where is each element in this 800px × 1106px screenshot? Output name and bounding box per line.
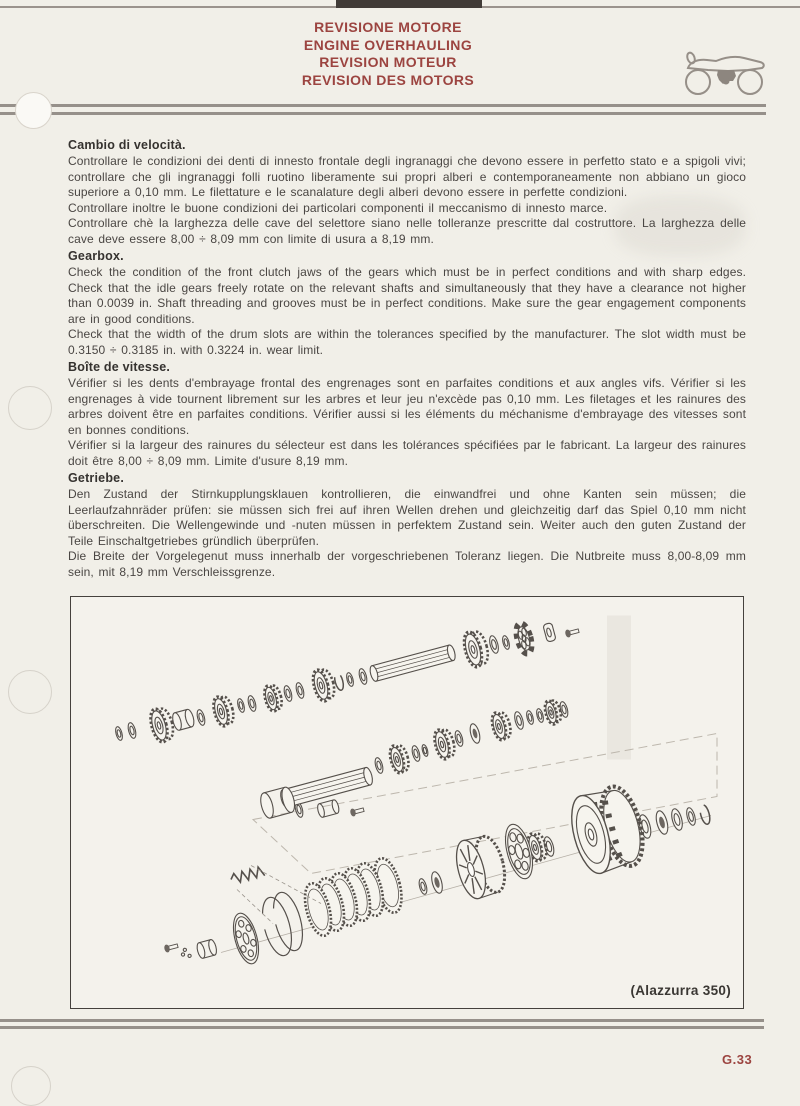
header-title-de: REVISION DES MOTORS bbox=[301, 71, 475, 88]
page-number: G.33 bbox=[722, 1052, 753, 1067]
binder-hole bbox=[15, 92, 52, 129]
binder-hole bbox=[11, 1066, 51, 1106]
section-heading-de: Getriebe. bbox=[68, 471, 124, 485]
paragraph-fr: Vérifier si les dents d'embrayage frontal des engrenages sont en parfaites conditions et aux angles vifs. Vérifier si les engrenages à vide tournent librement sur les arbres et leur jeu n'excède pas 0,10 mm. Les filetages et les rainures des arbres doivent être en parfaites conditions. Vérifier aussi si les éléments du méchanisme d'embrayage des vitesses sont en bonnes conditions. bbox=[68, 376, 746, 437]
top-rule-dark-segment bbox=[336, 0, 482, 8]
footer-rule bbox=[0, 1019, 764, 1022]
paragraph-it: Controllare inoltre le buone condizioni dei particolari componenti il meccanismo di innesto marce. bbox=[68, 200, 608, 215]
page-header bbox=[248, 19, 528, 89]
section-heading-en: Gearbox. bbox=[68, 249, 124, 263]
paragraph-de: Den Zustand der Stirnkupplungsklauen kontrollieren, die einwandfrei und ohne Kanten sein müssen; die Leerlaufzahnräder prüfen: sie müssen sich frei auf ihren Wellen drehen und gleichzeitig darf das Spiel 0,10 mm nicht überschreiten. Die Wellengewinde und -nuten müssen in perfektem Zustand sein. Weiter auch den guten Zustand der Teile Einschaltgetriebes gründlich überprüfen. bbox=[68, 487, 746, 548]
header-divider-rule bbox=[0, 104, 766, 107]
binder-hole bbox=[8, 670, 52, 714]
reference-plane bbox=[221, 616, 717, 953]
figure-caption: (Alazzurra 350) bbox=[630, 983, 731, 998]
paragraph-en: Check the condition of the front clutch jaws of the gears which must be in perfect conditions and with sharp edges. Check that the idle gears freely rotate on the relevant shafts and simultaneously that they have a clearance not higher than 0.0039 in. Shaft threading and grooves must be in perfect conditions. Make sure the gear engagement components are in good conditions. bbox=[68, 265, 746, 326]
footer-rule bbox=[0, 1026, 764, 1029]
binder-hole bbox=[8, 386, 52, 430]
paragraph-it: Controllare chè la larghezza delle cave del selettore siano nelle tolleranze prescritte dal costruttore. La larghezza delle cave deve essere 8,00 ÷ 8,09 mm con limite di usura a 8,19 mm. bbox=[68, 216, 746, 246]
text-column bbox=[68, 136, 746, 580]
header-title-fr: REVISION MOTEUR bbox=[319, 54, 457, 70]
clutch-assembly bbox=[163, 782, 711, 966]
exploded-view-diagram bbox=[71, 597, 743, 1008]
paragraph-it: Controllare le condizioni dei denti di innesto frontale degli ingranaggi che devono essere in perfetto stato e a spigoli vivi; controllare che gli ingranaggi folli ruotino liberamente sui propri alberi e contemporaneamente non abbiano un gioco superiore a 0,10 mm. Le filettature e le scanalature degli alberi devono essere in perfette condizioni. bbox=[68, 154, 746, 199]
header-title-en: ENGINE OVERHAULING bbox=[303, 36, 473, 53]
section-heading-fr: Boîte de vitesse. bbox=[68, 360, 171, 374]
header-divider-rule bbox=[0, 112, 766, 115]
main-shaft-assembly bbox=[258, 698, 569, 819]
section-heading-it: Cambio di velocità. bbox=[68, 138, 186, 152]
paragraph-fr: Vérifier si la largeur des rainures du sélecteur est dans les tolérances spécifiées par le fabricant. La largeur des rainures doit être 8,00 ÷ 8,09 mm. Limite d'usure 8,19 mm. bbox=[68, 438, 746, 468]
paragraph-en: Check that the width of the drum slots are within the tolerances specified by the manufacturer. The slot width must be 0.3150 ÷ 0.3185 in. with 0.3224 in. wear limit. bbox=[68, 327, 746, 357]
figure-frame bbox=[70, 596, 744, 1009]
header-title-it: REVISIONE MOTORE bbox=[314, 19, 462, 35]
paragraph-de: Die Breite der Vorgelegenut muss innerhalb der vorgeschriebenen Toleranz liegen. Die Nutbreite muss 8,00-8,09 mm sein, mit 8,19 mm Verschleissgrenze. bbox=[68, 549, 746, 579]
motorcycle-icon bbox=[676, 38, 776, 100]
